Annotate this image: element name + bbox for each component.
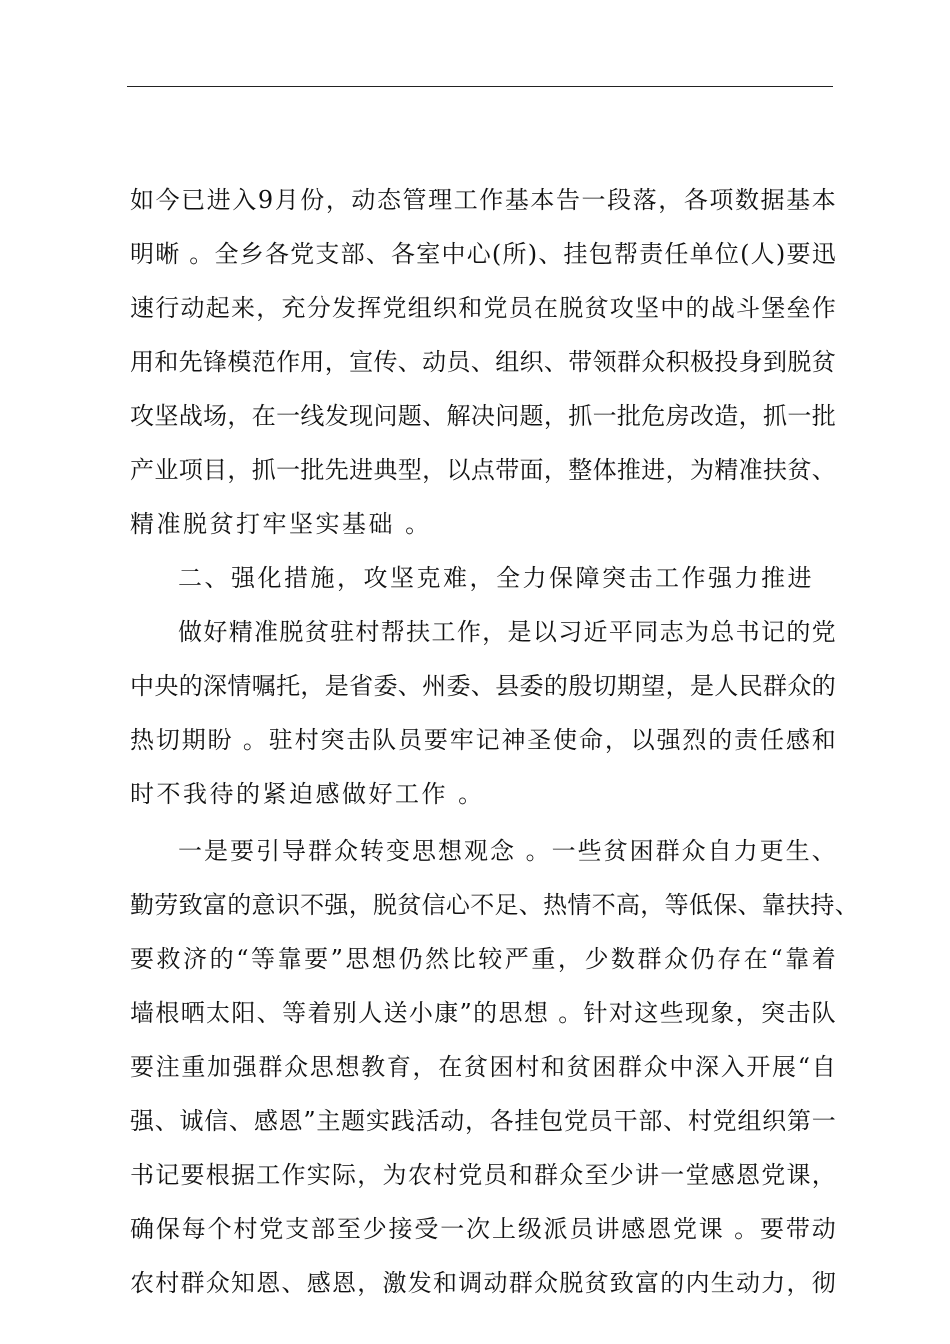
text-line: 攻坚战场，在一线发现问题、解决问题，抓一批危房改造，抓一批	[130, 402, 836, 430]
section-heading	[130, 551, 836, 605]
paragraph-1	[130, 173, 836, 551]
text-line: 确保每个村党支部至少接受一次上级派员讲感恩党课 。要带动	[130, 1215, 836, 1243]
paragraph-3	[130, 605, 836, 821]
text-line: 时不我待的紧迫感做好工作 。	[130, 780, 485, 808]
text-line: 要注重加强群众思想教育，在贫困村和贫困群众中深入开展“自	[130, 1053, 836, 1081]
text-line: 明晰 。全乡各党支部、各室中心(所)、挂包帮责任单位(人)要迅	[130, 240, 836, 268]
header-rule	[127, 86, 833, 87]
paragraph-4	[130, 824, 859, 1310]
text-line: 书记要根据工作实际，为农村党员和群众至少讲一堂感恩党课，	[130, 1161, 836, 1189]
page-body	[130, 173, 859, 1310]
text-line: 强、诚信、感恩”主题实践活动，各挂包党员干部、村党组织第一	[130, 1107, 836, 1135]
text-line: 农村群众知恩、感恩，激发和调动群众脱贫致富的内生动力，彻	[130, 1269, 836, 1297]
text-line: 速行动起来，充分发挥党组织和党员在脱贫攻坚中的战斗堡垒作	[130, 294, 836, 322]
text-line: 如今已进入9月份，动态管理工作基本告一段落，各项数据基本	[130, 186, 836, 214]
text-line: 墙根晒太阳、等着别人送小康”的思想 。针对这些现象，突击队	[130, 999, 836, 1027]
text-line: 做好精准脱贫驻村帮扶工作，是以习近平同志为总书记的党	[178, 618, 836, 646]
text-line: 勤劳致富的意识不强，脱贫信心不足、热情不高，等低保、靠扶持、	[130, 891, 859, 919]
text-line: 热切期盼 。驻村突击队员要牢记神圣使命，以强烈的责任感和	[130, 726, 836, 754]
section-heading-text: 二、强化措施，攻坚克难，全力保障突击工作强力推进	[178, 564, 814, 592]
text-line: 精准脱贫打牢坚实基础 。	[130, 510, 432, 538]
text-line: 中央的深情嘱托，是省委、州委、县委的殷切期望，是人民群众的	[130, 672, 836, 700]
text-line: 要救济的“等靠要”思想仍然比较严重，少数群众仍存在“靠着	[130, 945, 836, 973]
text-line: 产业项目，抓一批先进典型，以点带面，整体推进，为精准扶贫、	[130, 456, 836, 484]
text-line: 一是要引导群众转变思想观念 。一些贫困群众自力更生、	[178, 837, 836, 865]
text-line: 用和先锋模范作用，宣传、动员、组织、带领群众积极投身到脱贫	[130, 348, 836, 376]
